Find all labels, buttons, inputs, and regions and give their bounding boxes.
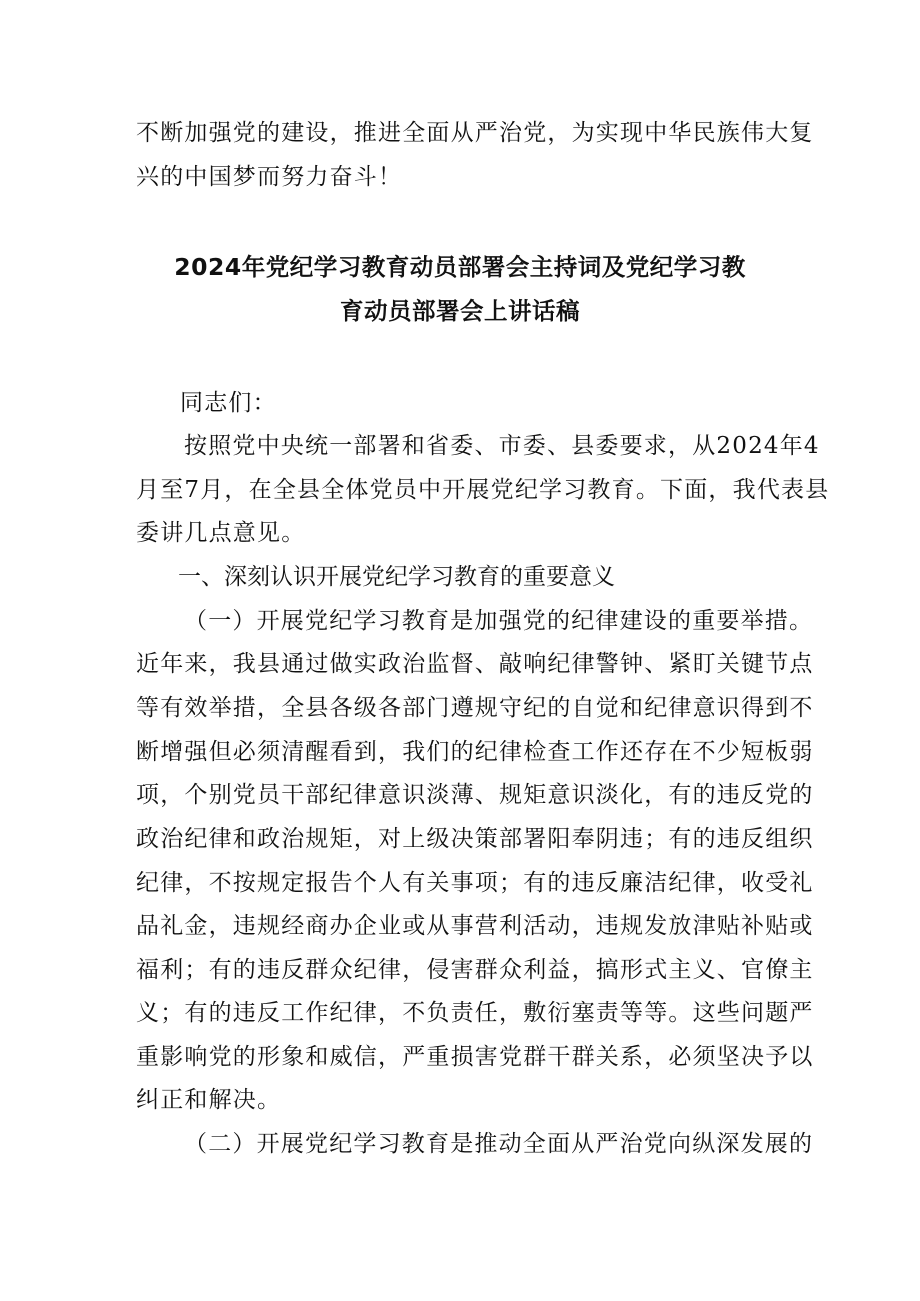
para2-line-5: 项，个别党员干部纪律意识淡薄、规矩意识淡化，有的违反党的 [136, 782, 814, 808]
para2-line-1: （一）开展党纪学习教育是加强党的纪律建设的重要举措。 [184, 608, 814, 634]
para2-line-10: 义；有的违反工作纪律，不负责任，敷衍塞责等等。这些问题严 [136, 1000, 814, 1026]
para2-line-3: 等有效举措，全县各级各部门遵规守纪的自觉和纪律意识得到不 [136, 695, 814, 721]
section-heading-1: 一、深刻认识开展党纪学习教育的重要意义 [178, 564, 615, 590]
para2-line-8: 品礼金，违规经商办企业或从事营利活动，违规发放津贴补贴或 [136, 913, 814, 939]
intro-line-1: 不断加强党的建设，推进全面从严治党，为实现中华民族伟大复 [136, 120, 814, 146]
para2-line-11: 重影响党的形象和威信，严重损害党群干群关系，必须坚决予以 [136, 1044, 814, 1070]
para2-line-6: 政治纪律和政治规矩，对上级决策部署阳奉阴违；有的违反组织 [136, 826, 814, 852]
para1-line-2: 月至7月，在全县全体党员中开展党纪学习教育。下面，我代表县 [136, 477, 830, 503]
para1-line-3: 委讲几点意见。 [136, 520, 306, 546]
para2-line-4: 断增强但必须清醒看到，我们的纪律检查工作还存在不少短板弱 [136, 739, 814, 765]
para2-line-12: 纠正和解决。 [136, 1087, 282, 1113]
intro-line-2: 兴的中国梦而努力奋斗！ [136, 164, 403, 190]
salutation: 同志们： [180, 390, 277, 416]
para2-line-2: 近年来，我县通过做实政治监督、敲响纪律警钟、紧盯关键节点 [136, 651, 814, 677]
para3-line-1: （二）开展党纪学习教育是推动全面从严治党向纵深发展的 [184, 1131, 814, 1157]
para2-line-9: 福利；有的违反群众纪律，侵害群众利益，搞形式主义、官僚主 [136, 957, 814, 983]
para2-line-7: 纪律，不按规定报告个人有关事项；有的违反廉洁纪律，收受礼 [136, 870, 814, 896]
para1-line-1: 按照党中央统一部署和省委、市委、县委要求，从2024年4 [184, 433, 820, 459]
document-title-line-1: 2024年党纪学习教育动员部署会主持词及党纪学习教 [174, 253, 746, 281]
document-title-line-2: 育动员部署会上讲话稿 [340, 297, 580, 325]
